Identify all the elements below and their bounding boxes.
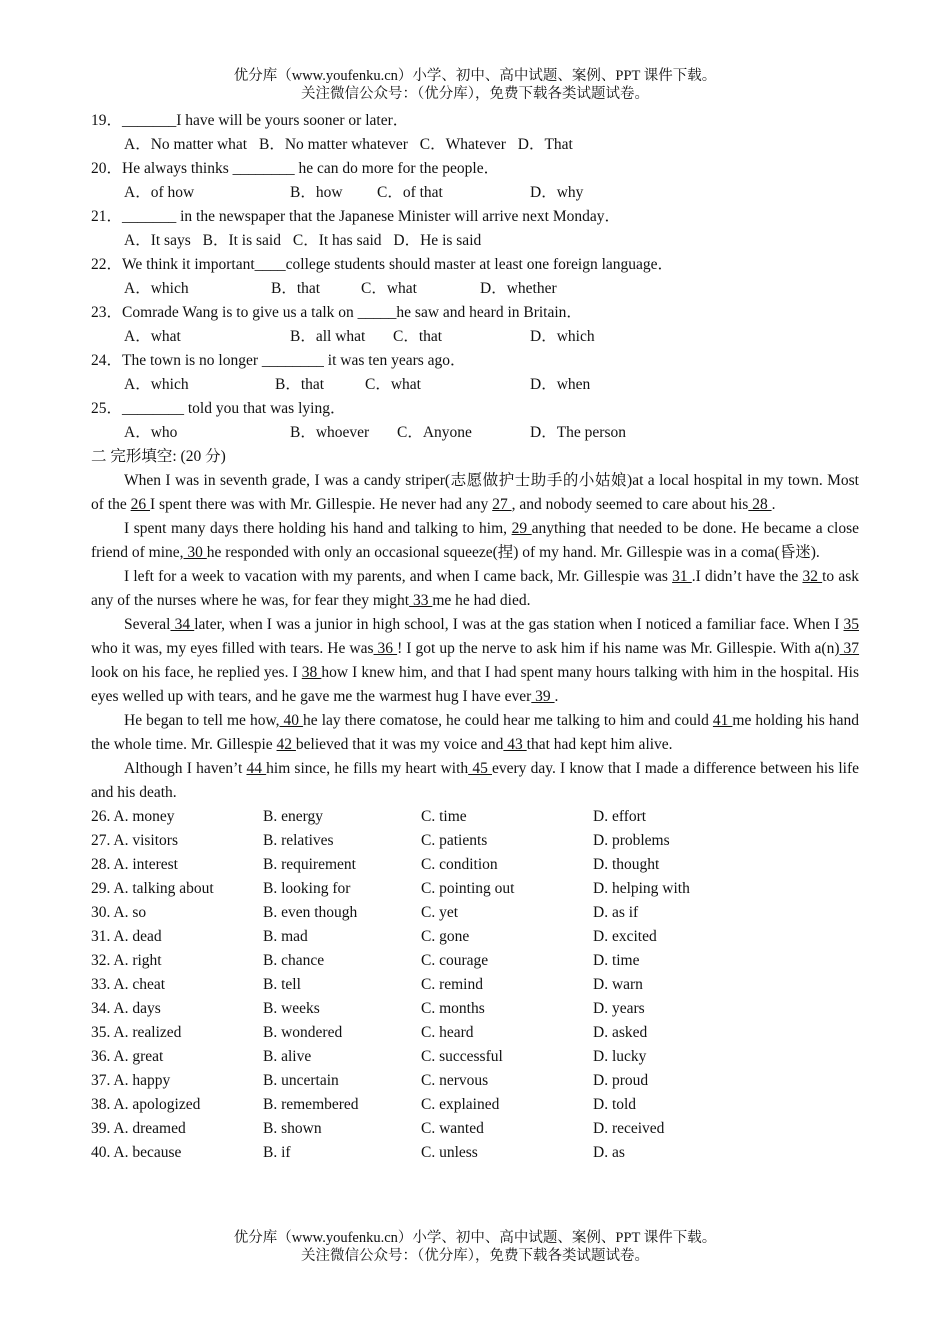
option-c: C. patients <box>421 832 488 849</box>
option-d: D．when <box>530 376 591 393</box>
option-b: B. tell <box>263 976 301 993</box>
option-d: D. asked <box>593 1024 648 1041</box>
option-b: B. if <box>263 1144 291 1161</box>
exam-content <box>91 109 859 1165</box>
cloze-option-row <box>91 925 859 949</box>
option-d: D. lucky <box>593 1048 647 1065</box>
passage-text: . <box>554 688 559 705</box>
question-stem: 19．_______I have will be yours sooner or later． <box>91 112 409 129</box>
passage-text: , and nobody seemed to care about his <box>511 496 749 513</box>
option-b: B. chance <box>263 952 325 969</box>
page-header <box>0 67 950 103</box>
option-b: B．whoever <box>290 424 370 441</box>
blank-26: 26 <box>130 496 150 513</box>
option-c: C. unless <box>421 1144 478 1161</box>
option-d: D. years <box>593 1000 645 1017</box>
passage-text: him since, he fills my heart with <box>266 760 469 777</box>
option-a: A．who <box>124 424 178 441</box>
blank-40: 40 <box>279 712 304 729</box>
option-c: C．what <box>361 280 417 297</box>
page-footer <box>0 1229 950 1265</box>
passage-text: he responded with only an occasional squeeze(捏) of my hand. Mr. Gillespie was in a coma(昏迷). <box>206 544 820 561</box>
cloze-option-row <box>91 1045 859 1069</box>
passage-text: He began to tell me how, <box>124 712 280 729</box>
option-c: C. remind <box>421 976 483 993</box>
option-b: B．how <box>290 184 343 201</box>
option-b: B. relatives <box>263 832 334 849</box>
question-options <box>91 325 859 349</box>
option-b: B．that <box>271 280 321 297</box>
question-options <box>91 373 859 397</box>
option-c: C. courage <box>421 952 489 969</box>
question-stem: 21．_______ in the newspaper that the Japanese Minister will arrive next Monday． <box>91 208 621 225</box>
cloze-option-row <box>91 1141 859 1165</box>
passage-text: .I didn’t have the <box>691 568 803 585</box>
option-c: C．of that <box>377 184 443 201</box>
option-c: C. months <box>421 1000 485 1017</box>
cloze-option-row <box>91 997 859 1021</box>
option-b: B．all what <box>290 328 366 345</box>
cloze-option-row <box>91 949 859 973</box>
passage-text: I left for a week to vacation with my parents, and when I came back, Mr. Gillespie was <box>124 568 673 585</box>
footer-line-1: 优分库（www.youfenku.cn）小学、初中、高中试题、案例、PPT 课件下载。 <box>233 1230 717 1246</box>
blank-30: 30 <box>183 544 207 561</box>
option-a: 38. A. apologized <box>91 1096 201 1113</box>
option-a: 34. A. days <box>91 1000 161 1017</box>
option-d: D. excited <box>593 928 657 945</box>
option-d: D. time <box>593 952 640 969</box>
option-a: A．It says <box>124 232 191 249</box>
blank-27: 27 <box>492 496 512 513</box>
cloze-options-table <box>91 805 859 1165</box>
passage-paragraph <box>91 565 859 613</box>
blank-35: 35 <box>843 616 860 633</box>
blank-31: 31 <box>672 568 692 585</box>
passage-text: ! I got up the nerve to ask him if his name was Mr. Gillespie. With a(n) <box>397 640 840 657</box>
option-d: D．The person <box>530 424 626 441</box>
passage-paragraph <box>91 469 859 517</box>
passage-text: me he had died. <box>432 592 531 609</box>
option-c: C. successful <box>421 1048 503 1065</box>
cloze-option-row <box>91 1069 859 1093</box>
blank-32: 32 <box>802 568 823 585</box>
blank-45: 45 <box>468 760 492 777</box>
passage-text: I spent there was with Mr. Gillespie. He never had any <box>149 496 493 513</box>
cloze-option-row <box>91 853 859 877</box>
option-a: A．No matter what <box>124 136 248 153</box>
header-line-2: 关注微信公众号：（优分库），免费下载各类试题试卷。 <box>301 86 649 102</box>
option-a: 27. A. visitors <box>91 832 178 849</box>
option-a: 32. A. right <box>91 952 162 969</box>
option-d: D. thought <box>593 856 660 873</box>
option-a: 30. A. so <box>91 904 147 921</box>
cloze-option-row <box>91 829 859 853</box>
passage-text: every day. I know that I made a difference between his life and his death. <box>91 760 860 801</box>
option-b: B. remembered <box>263 1096 359 1113</box>
cloze-option-row <box>91 1093 859 1117</box>
blank-33: 33 <box>409 592 433 609</box>
blank-42: 42 <box>276 736 296 753</box>
passage-text: to ask any of the nurses where he was, for fear they might <box>91 568 859 609</box>
option-a: 39. A. dreamed <box>91 1120 186 1137</box>
option-b: B. mad <box>263 928 308 945</box>
option-b: B. energy <box>263 808 323 825</box>
passage-paragraph <box>91 613 859 709</box>
question-stem: 24．The town is no longer ________ it was ten years ago． <box>91 352 466 369</box>
option-c: C. pointing out <box>421 880 515 897</box>
option-c: C. nervous <box>421 1072 489 1089</box>
cloze-option-row <box>91 901 859 925</box>
passage-text: later, when I was a junior in high school, I was at the gas station when I noticed a familiar face. When I <box>194 616 844 633</box>
blank-41: 41 <box>712 712 733 729</box>
footer-line-2: 关注微信公众号：（优分库），免费下载各类试题试卷。 <box>301 1248 649 1264</box>
header-line-1: 优分库（www.youfenku.cn）小学、初中、高中试题、案例、PPT 课件下载。 <box>233 68 717 84</box>
option-c: C. heard <box>421 1024 474 1041</box>
option-d: D．He is said <box>393 232 482 249</box>
option-b: B. alive <box>263 1048 312 1065</box>
option-a: A．which <box>124 280 189 297</box>
cloze-option-row <box>91 877 859 901</box>
option-d: D. warn <box>593 976 643 993</box>
passage-text: that had kept him alive. <box>526 736 673 753</box>
option-a: 36. A. great <box>91 1048 164 1065</box>
cloze-option-row <box>91 805 859 829</box>
passage-text: anything that needed to be done. He became a close friend of mine, <box>91 520 859 561</box>
cloze-option-row <box>91 1117 859 1141</box>
option-d: D. proud <box>593 1072 649 1089</box>
option-c: C．Whatever <box>419 136 506 153</box>
passage-text: I spent many days there holding his hand and talking to him, <box>124 520 512 537</box>
option-d: D．which <box>530 328 595 345</box>
option-b: B．It is said <box>202 232 281 249</box>
option-b: B. even though <box>263 904 358 921</box>
option-c: C. yet <box>421 904 459 921</box>
option-d: D. told <box>593 1096 637 1113</box>
option-c: C. condition <box>421 856 498 873</box>
option-a: A．of how <box>124 184 195 201</box>
option-a: 29. A. talking about <box>91 880 214 897</box>
option-b: B. looking for <box>263 880 351 897</box>
passage-text: look on his face, he replied yes. I <box>91 664 302 681</box>
blank-36: 36 <box>373 640 398 657</box>
option-c: C. gone <box>421 928 470 945</box>
option-d: D．whether <box>480 280 557 297</box>
option-c: C．what <box>365 376 421 393</box>
option-c: C．It has said <box>292 232 382 249</box>
blank-39: 39 <box>531 688 555 705</box>
option-d: D. as if <box>593 904 639 921</box>
option-a: A．what <box>124 328 181 345</box>
question-options <box>91 229 859 253</box>
blank-34: 34 <box>170 616 195 633</box>
option-b: B. wondered <box>263 1024 343 1041</box>
option-d: D. helping with <box>593 880 690 897</box>
option-a: 26. A. money <box>91 808 175 825</box>
option-d: D. problems <box>593 832 670 849</box>
option-d: D. effort <box>593 808 647 825</box>
option-a: 40. A. because <box>91 1144 182 1161</box>
section-title: 二 完形填空: (20 分) <box>91 448 226 465</box>
option-d: D．why <box>530 184 584 201</box>
blank-38: 38 <box>301 664 322 681</box>
passage-text: me holding his hand the whole time. Mr. Gillespie <box>91 712 859 753</box>
option-c: C．Anyone <box>397 424 472 441</box>
option-c: C. time <box>421 808 467 825</box>
option-b: B. requirement <box>263 856 356 873</box>
passage-text: who it was, my eyes filled with tears. He was <box>91 640 374 657</box>
option-b: B. shown <box>263 1120 322 1137</box>
option-b: B. weeks <box>263 1000 320 1017</box>
option-d: D．That <box>517 136 573 153</box>
question-stem: 20．He always thinks ________ he can do more for the people． <box>91 160 500 177</box>
passage-text: believed that it was my voice and <box>295 736 504 753</box>
question-stem: 22．We think it important____college students should master at least one foreign language． <box>91 256 674 273</box>
blank-43: 43 <box>503 736 527 753</box>
option-b: B. uncertain <box>263 1072 339 1089</box>
passage-text: Although I haven’t <box>124 760 247 777</box>
option-a: 28. A. interest <box>91 856 178 873</box>
passage-paragraph <box>91 517 859 565</box>
blank-44: 44 <box>246 760 267 777</box>
option-a: 31. A. dead <box>91 928 162 945</box>
option-c: C. explained <box>421 1096 500 1113</box>
option-b: B．No matter whatever <box>258 136 408 153</box>
option-c: C．that <box>393 328 443 345</box>
passage-text: how I knew him, and that I had spent many hours talking with him in the hospital. His eyes welled up with tears, and he gave me the warmest hug I have ever <box>91 664 859 705</box>
question-options <box>91 181 859 205</box>
passage-text: When I was in seventh grade, I was a candy striper(志愿做护士助手的小姑娘)at a local hospital in my town. Most of the <box>91 472 859 513</box>
option-a: 37. A. happy <box>91 1072 171 1089</box>
option-d: D. as <box>593 1144 625 1161</box>
question-options <box>91 277 859 301</box>
passage-text: he lay there comatose, he could hear me talking to him and could <box>303 712 713 729</box>
blank-28: 28 <box>748 496 772 513</box>
option-a: A．which <box>124 376 189 393</box>
option-c: C. wanted <box>421 1120 484 1137</box>
passage-text: . <box>771 496 776 513</box>
passage-paragraph <box>91 709 859 757</box>
option-d: D. received <box>593 1120 665 1137</box>
blank-29: 29 <box>511 520 532 537</box>
option-a: 35. A. realized <box>91 1024 182 1041</box>
passage-paragraph <box>91 757 859 805</box>
blank-37: 37 <box>839 640 860 657</box>
question-stem: 23．Comrade Wang is to give us a talk on _____he saw and heard in Britain． <box>91 304 582 321</box>
question-stem: 25．________ told you that was lying． <box>91 400 346 417</box>
option-b: B．that <box>275 376 325 393</box>
cloze-option-row <box>91 973 859 997</box>
passage-text: Several <box>124 616 171 633</box>
question-options <box>91 421 859 445</box>
cloze-option-row <box>91 1021 859 1045</box>
option-a: 33. A. cheat <box>91 976 166 993</box>
question-options <box>91 133 859 157</box>
